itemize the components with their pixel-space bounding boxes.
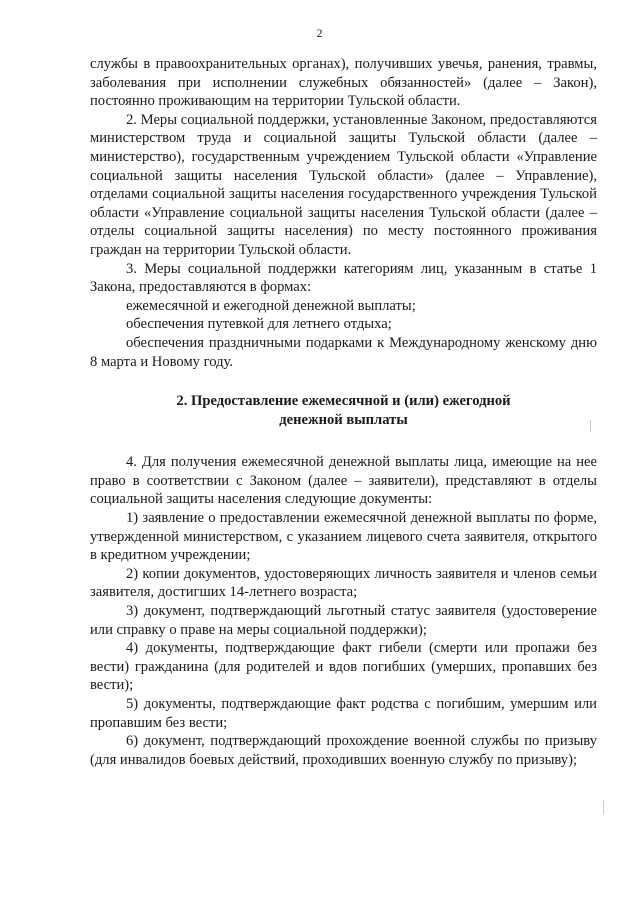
document-body — [90, 55, 597, 769]
section-heading-line-1: 2. Предоставление ежемесячной и (или) ежегодной — [176, 393, 511, 410]
document-list-item-3: 3) документ, подтверждающий льготный статус заявителя (удостоверение или справку о праве на меры социальной поддержки); — [90, 603, 597, 638]
form-item-payment: ежемесячной и ежегодной денежной выплаты; — [126, 297, 416, 314]
document-list-item-6: 6) документ, подтверждающий прохождение военной службы по призыву (для инвалидов боевых действий, проходивших военную службу по призыву); — [90, 733, 597, 768]
form-item-gifts: обеспечения праздничными подарками к Международному женскому дню 8 марта и Новому году. — [90, 334, 597, 370]
section-heading-line-2: денежной выплаты — [279, 411, 408, 428]
page-number: 2 — [316, 26, 323, 40]
paragraph-item-4: 4. Для получения ежемесячной денежной выплаты лица, имеющие на нее право в соответствии с Законом (далее – заявители), представляют в отделы социальной защиты населения следующие документы: — [90, 454, 597, 508]
paragraph-item-2: 2. Меры социальной поддержки, установленные Законом, предоставляются министерством труда и социальной защиты Тульской области (далее – министерство), государственным учреждением Тульской области «Управление социальной защиты населения Тульской области» (далее – Управление), отделами социальной защиты населения государственного учреждения Тульской области «Управление социальной защиты населения Тульской области (далее – отделы социальной защиты населения) по месту постоянного проживания граждан на территории Тульской области. — [90, 111, 597, 258]
paragraph-item-3: 3. Меры социальной поддержки категориям лиц, указанным в статье 1 Закона, предоставляются в формах: — [90, 260, 597, 296]
document-list-item-4: 4) документы, подтверждающие факт гибели (смерти или пропажи без вести) гражданина (для родителей и вдов погибших (умерших, пропавших без вести); — [90, 640, 597, 694]
document-list-item-2: 2) копии документов, удостоверяющих личность заявителя и членов семьи заявителя, достигших 14-летнего возраста; — [90, 565, 597, 601]
scan-artifact — [590, 420, 591, 432]
document-list-item-1: 1) заявление о предоставлении ежемесячной денежной выплаты по форме, утвержденной министерством, с указанием лицевого счета заявителя, открытого в кредитном учреждении; — [90, 510, 597, 564]
scan-artifact — [603, 800, 604, 814]
section-heading — [90, 392, 597, 429]
paragraph-continuation: службы в правоохранительных органах), получивших увечья, ранения, травмы, заболевания при исполнении служебных обязанностей» (далее – Закон), постоянно проживающим на территории Тульской области. — [90, 56, 597, 110]
form-item-voucher: обеспечения путевкой для летнего отдыха; — [126, 316, 392, 333]
document-list-item-5: 5) документы, подтверждающие факт родства с погибшим, умершим или пропавшим без вести; — [90, 696, 597, 731]
